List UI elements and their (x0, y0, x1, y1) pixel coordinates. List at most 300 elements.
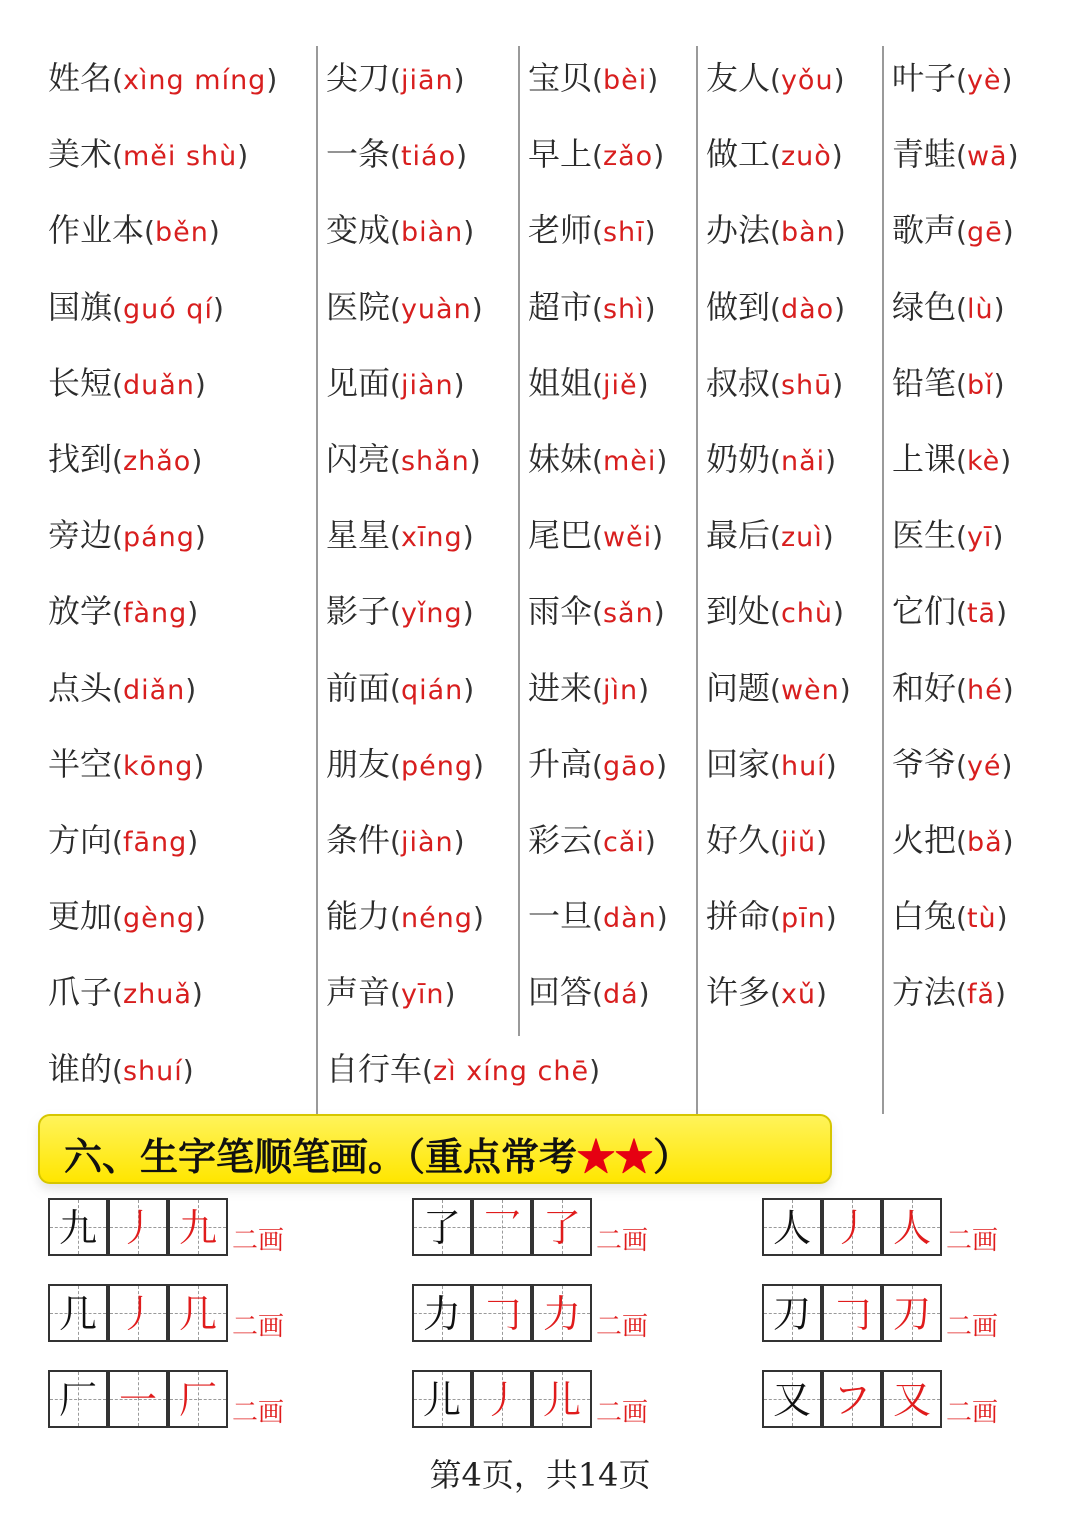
stroke-step-box (532, 1198, 592, 1256)
paren-close: ) (194, 901, 206, 935)
paren-open: ( (112, 901, 123, 935)
character-box (412, 1370, 472, 1428)
vocab-word: 作业本 (48, 211, 145, 250)
vocab-word: 进来 (528, 668, 593, 707)
vocab-pinyin: mèi (602, 446, 657, 477)
paren-close: ) (194, 520, 206, 554)
paren-close: ) (453, 825, 465, 858)
character: 了 (422, 1206, 461, 1250)
column-divider (882, 46, 884, 1114)
vocab-pinyin: zhǎo (122, 446, 192, 477)
paren-close: ) (996, 901, 1008, 935)
vocab-pinyin: lù (966, 293, 994, 325)
vocab-word: 宝贝 (528, 59, 593, 97)
stroke-step: 丿 (118, 1292, 157, 1336)
paren-open: ( (770, 672, 781, 706)
vocab-pinyin: wā (966, 141, 1008, 173)
paren-close: ) (833, 63, 845, 96)
page-footer: 第4页，共14页 (429, 1456, 651, 1494)
paren-open: ( (770, 215, 781, 249)
vocab-pinyin: dào (780, 293, 835, 325)
paren-close: ) (644, 215, 656, 249)
vocab-pinyin: zhuǎ (122, 979, 192, 1011)
character-box (48, 1284, 108, 1342)
paren-open: ( (770, 444, 781, 477)
paren-open: ( (592, 139, 603, 173)
stroke-step-box (822, 1198, 882, 1256)
stroke-step-box (882, 1284, 942, 1342)
vocab-entry (706, 515, 834, 558)
paren-close: ) (187, 825, 199, 858)
paren-open: ( (112, 672, 123, 706)
vocab-pinyin: tù (966, 903, 997, 935)
paren-open: ( (112, 444, 123, 477)
vocab-word: 见面 (326, 363, 391, 402)
paren-close: ) (462, 520, 474, 554)
importance-stars: ★★ (577, 1134, 654, 1179)
vocab-word: 更加 (48, 897, 113, 936)
vocab-entry (326, 58, 465, 101)
paren-open: ( (112, 1053, 123, 1087)
vocab-pinyin: xīng (400, 522, 463, 554)
vocab-entry (528, 515, 663, 558)
vocab-word: 白兔 (892, 897, 957, 936)
stroke-count: 二画 (596, 1312, 649, 1342)
vocab-pinyin: guó qí (122, 293, 213, 325)
vocab-word: 一旦 (528, 897, 593, 936)
vocab-word: 早上 (528, 135, 593, 174)
vocab-word: 奶奶 (706, 440, 771, 478)
vocab-word: 上课 (892, 440, 957, 478)
paren-close: ) (816, 825, 828, 858)
paren-open: ( (390, 63, 401, 96)
vocab-pinyin: zuò (780, 141, 832, 173)
vocab-pinyin: shī (602, 217, 645, 249)
paren-close: ) (644, 291, 656, 325)
vocab-pinyin: shuí (122, 1055, 183, 1087)
vocab-word: 半空 (48, 744, 113, 783)
vocab-entry (326, 820, 465, 863)
vocab-pinyin: xìng míng (122, 65, 267, 96)
paren-close: ) (638, 977, 650, 1011)
paren-open: ( (956, 520, 967, 554)
paren-close: ) (992, 520, 1004, 554)
vocab-word: 好久 (706, 821, 771, 859)
vocab-entry (326, 287, 483, 330)
paren-close: ) (637, 367, 649, 401)
stroke-step: フ (832, 1378, 871, 1422)
stroke-count: 二画 (946, 1398, 999, 1428)
column-divider (696, 46, 698, 1114)
paren-close: ) (1001, 748, 1013, 782)
paren-close: ) (212, 291, 224, 325)
vocab-word: 方向 (48, 821, 113, 859)
stroke-step-box (882, 1198, 942, 1256)
vocab-pinyin: zì xíng chē (432, 1055, 590, 1087)
stroke-step: 又 (892, 1378, 931, 1422)
paren-close: ) (644, 825, 656, 858)
vocab-word: 自行车 (326, 1049, 423, 1088)
paren-open: ( (592, 444, 603, 477)
paren-open: ( (770, 596, 781, 630)
vocab-pinyin: yè (966, 65, 1002, 96)
vocab-entry (326, 210, 474, 253)
vocab-word: 前面 (326, 668, 391, 707)
vocab-word: 叶子 (892, 59, 957, 97)
vocab-pinyin: xǔ (780, 979, 817, 1011)
stroke-step-box (472, 1198, 532, 1256)
paren-close: ) (656, 748, 668, 782)
vocab-word: 拼命 (706, 897, 771, 936)
paren-open: ( (592, 596, 603, 630)
vocab-pinyin: páng (122, 522, 195, 554)
vocab-word: 最后 (706, 516, 771, 555)
column-divider (518, 46, 520, 1036)
paren-close: ) (208, 215, 220, 249)
vocab-word: 许多 (706, 973, 771, 1012)
vocab-word: 友人 (706, 59, 771, 97)
vocab-word: 爷爷 (892, 744, 957, 783)
character-box (412, 1198, 472, 1256)
section-title: 六、生字笔顺笔画。（重点常考★★） (64, 1134, 692, 1179)
vocab-entry (528, 58, 658, 101)
vocab-word: 方法 (892, 973, 957, 1012)
vocab-entry (892, 591, 1007, 634)
paren-open: ( (770, 63, 781, 96)
vocab-entry (892, 439, 1011, 482)
vocab-word: 叔叔 (706, 363, 771, 402)
vocab-entry (892, 668, 1014, 711)
paren-open: ( (956, 825, 967, 858)
paren-close: ) (647, 63, 659, 96)
vocab-word: 姐姐 (528, 363, 593, 402)
paren-open: ( (422, 1053, 433, 1087)
vocab-entry (48, 744, 204, 787)
paren-open: ( (390, 901, 401, 935)
paren-close: ) (194, 367, 206, 401)
stroke-step: 儿 (542, 1378, 581, 1422)
vocab-entry (706, 972, 827, 1015)
paren-close: ) (833, 596, 844, 630)
vocab-pinyin: wèn (780, 674, 840, 706)
vocab-pinyin: fāng (122, 827, 188, 858)
character: 儿 (422, 1378, 461, 1422)
vocab-entry (892, 896, 1008, 939)
vocab-pinyin: gèng (122, 903, 195, 935)
stroke-step: 厂 (178, 1378, 217, 1422)
stroke-step: 人 (892, 1206, 931, 1250)
paren-close: ) (237, 139, 249, 173)
paren-open: ( (390, 139, 401, 173)
stroke-count: 二画 (946, 1226, 999, 1256)
vocab-pinyin: dá (602, 979, 639, 1011)
paren-open: ( (390, 977, 401, 1011)
vocab-word: 它们 (892, 592, 957, 631)
paren-open: ( (592, 215, 603, 249)
vocab-word: 影子 (326, 592, 391, 631)
vocab-entry (326, 134, 467, 177)
vocab-pinyin: shǎn (400, 446, 470, 477)
stroke-step: 了 (542, 1206, 581, 1250)
paren-open: ( (956, 367, 967, 401)
vocab-word: 回家 (706, 744, 771, 783)
stroke-step-box (108, 1284, 168, 1342)
vocab-word: 旁边 (48, 516, 113, 555)
paren-close: ) (832, 367, 844, 401)
paren-close: ) (193, 748, 205, 782)
vocab-word: 条件 (326, 821, 391, 859)
vocab-entry (706, 134, 843, 177)
vocab-entry (326, 972, 455, 1015)
stroke-step-box (108, 1370, 168, 1428)
paren-close: ) (469, 444, 481, 477)
vocab-entry (326, 1049, 600, 1092)
vocab-pinyin: zǎo (602, 141, 654, 173)
vocab-pinyin: jìn (602, 674, 639, 706)
vocab-word: 办法 (706, 211, 771, 250)
stroke-step-box (472, 1370, 532, 1428)
vocab-pinyin: yīn (400, 979, 445, 1011)
stroke-count: 二画 (232, 1226, 285, 1256)
vocab-pinyin: wěi (602, 522, 653, 554)
vocab-pinyin: huí (780, 750, 826, 782)
paren-close: ) (822, 520, 834, 554)
vocab-word: 尖刀 (326, 59, 391, 97)
stroke-count: 二画 (232, 1398, 285, 1428)
paren-close: ) (1001, 63, 1013, 96)
paren-open: ( (390, 291, 401, 325)
paren-open: ( (390, 367, 401, 401)
vocab-word: 长短 (48, 363, 113, 402)
vocab-entry (706, 668, 851, 711)
paren-open: ( (592, 367, 603, 401)
vocab-pinyin: yī (966, 522, 993, 554)
paren-open: ( (770, 977, 781, 1011)
vocab-word: 妹妹 (528, 440, 593, 478)
paren-open: ( (956, 215, 967, 249)
vocab-entry (326, 515, 474, 558)
vocab-word: 到处 (706, 592, 771, 631)
paren-open: ( (390, 215, 401, 249)
character: 又 (772, 1378, 811, 1422)
paren-close: ) (1002, 825, 1014, 858)
vocab-word: 问题 (706, 668, 771, 707)
character-box (412, 1284, 472, 1342)
vocab-word: 做到 (706, 287, 771, 326)
vocab-pinyin: diǎn (122, 674, 186, 706)
character: 九 (58, 1206, 97, 1250)
paren-close: ) (471, 291, 483, 325)
paren-open: ( (956, 291, 967, 325)
paren-open: ( (956, 63, 967, 96)
vocab-entry (48, 363, 206, 406)
paren-open: ( (770, 367, 781, 401)
vocab-entry (892, 134, 1019, 177)
section-header (38, 1114, 832, 1184)
vocab-pinyin: bǎ (966, 827, 1003, 858)
paren-close: ) (589, 1053, 601, 1087)
vocab-pinyin: bèi (602, 65, 648, 96)
vocab-entry (892, 515, 1003, 558)
paren-open: ( (770, 748, 781, 782)
vocab-pinyin: yé (966, 750, 1002, 782)
vocab-pinyin: péng (400, 750, 473, 782)
vocab-word: 国旗 (48, 287, 113, 326)
paren-close: ) (1007, 139, 1019, 173)
vocab-entry (48, 820, 198, 863)
column-divider (316, 46, 318, 1114)
paren-open: ( (956, 977, 967, 1011)
vocab-entry (892, 972, 1006, 1015)
paren-close: ) (1000, 444, 1012, 477)
vocab-pinyin: tā (966, 598, 997, 630)
vocab-word: 绿色 (892, 287, 957, 326)
vocab-word: 歌声 (892, 211, 957, 250)
paren-open: ( (112, 825, 123, 858)
vocab-word: 回答 (528, 973, 593, 1012)
paren-open: ( (956, 748, 967, 782)
paren-open: ( (144, 215, 155, 249)
paren-open: ( (112, 139, 123, 173)
vocab-word: 爪子 (48, 973, 113, 1012)
vocab-pinyin: jiǔ (780, 827, 817, 858)
vocab-word: 美术 (48, 135, 113, 174)
paren-open: ( (956, 444, 967, 477)
paren-open: ( (770, 291, 781, 325)
paren-close: ) (187, 596, 199, 630)
vocab-entry (48, 134, 248, 177)
vocab-pinyin: gē (966, 217, 1003, 249)
vocab-pinyin: měi shù (122, 141, 238, 173)
paren-open: ( (390, 672, 401, 706)
vocab-entry (48, 972, 203, 1015)
vocab-entry (706, 820, 827, 863)
vocab-entry (48, 439, 202, 482)
paren-open: ( (956, 901, 967, 935)
vocab-entry (326, 896, 484, 939)
vocab-entry (706, 210, 846, 253)
paren-close: ) (182, 1053, 194, 1087)
vocab-pinyin: chù (780, 598, 834, 630)
vocab-word: 放学 (48, 592, 113, 631)
stroke-step-box (822, 1284, 882, 1342)
stroke-step-box (822, 1370, 882, 1428)
character: 几 (58, 1292, 97, 1336)
vocab-word: 雨伞 (528, 592, 593, 631)
stroke-count: 二画 (946, 1312, 999, 1342)
paren-open: ( (390, 596, 401, 630)
paren-open: ( (956, 672, 967, 706)
vocab-entry (326, 363, 465, 406)
paren-open: ( (770, 139, 781, 173)
stroke-step: 𠃌 (482, 1292, 521, 1336)
paren-close: ) (1002, 215, 1014, 249)
stroke-step-box (168, 1284, 228, 1342)
paren-close: ) (472, 748, 484, 782)
paren-close: ) (472, 901, 484, 935)
paren-close: ) (653, 139, 665, 173)
vocab-pinyin: fǎ (966, 979, 996, 1011)
vocab-entry (48, 210, 220, 253)
stroke-step: 刀 (892, 1292, 931, 1336)
character: 力 (422, 1292, 461, 1336)
vocab-word: 点头 (48, 668, 113, 707)
vocab-entry (892, 210, 1014, 253)
vocab-word: 医生 (892, 516, 957, 555)
paren-open: ( (592, 748, 603, 782)
vocab-pinyin: shū (780, 369, 833, 401)
paren-open: ( (770, 520, 781, 554)
paren-open: ( (112, 63, 123, 96)
vocab-entry (326, 668, 474, 711)
paren-close: ) (653, 596, 665, 630)
paren-open: ( (112, 596, 123, 630)
stroke-step: 乛 (482, 1206, 521, 1250)
paren-close: ) (462, 596, 474, 630)
paren-close: ) (463, 215, 475, 249)
vocab-word: 铅笔 (892, 363, 957, 402)
vocab-pinyin: běn (154, 217, 209, 249)
vocab-pinyin: dàn (602, 903, 657, 935)
vocab-pinyin: tiáo (400, 141, 457, 173)
stroke-step: 力 (542, 1292, 581, 1336)
vocab-entry (528, 972, 650, 1015)
vocab-pinyin: shì (602, 293, 645, 325)
vocab-word: 找到 (48, 440, 113, 478)
vocab-entry (48, 668, 196, 711)
stroke-count: 二画 (232, 1312, 285, 1342)
paren-open: ( (112, 367, 123, 401)
vocab-entry (892, 820, 1014, 863)
character-box (762, 1284, 822, 1342)
vocab-entry (706, 287, 845, 330)
vocab-word: 声音 (326, 973, 391, 1012)
vocab-word: 升高 (528, 744, 593, 783)
vocab-word: 姓名 (48, 59, 113, 97)
vocab-pinyin: gāo (602, 750, 657, 782)
character-box (762, 1198, 822, 1256)
stroke-step: 几 (178, 1292, 217, 1336)
vocab-pinyin: duǎn (122, 369, 195, 401)
paren-close: ) (266, 63, 278, 96)
vocab-pinyin: jiě (602, 369, 638, 401)
paren-open: ( (592, 520, 603, 554)
paren-close: ) (456, 139, 468, 173)
paren-close: ) (834, 291, 846, 325)
paren-open: ( (592, 977, 603, 1011)
vocab-word: 朋友 (326, 744, 391, 783)
vocab-pinyin: yuàn (400, 293, 472, 325)
vocab-entry (706, 744, 837, 787)
vocab-word: 闪亮 (326, 440, 391, 478)
paren-open: ( (390, 520, 401, 554)
paren-close: ) (825, 901, 837, 935)
paren-open: ( (956, 596, 967, 630)
vocab-entry (528, 439, 667, 482)
vocab-pinyin: pīn (780, 903, 826, 935)
paren-open: ( (592, 63, 603, 96)
paren-close: ) (996, 596, 1008, 630)
vocab-word: 一条 (326, 135, 391, 174)
vocab-pinyin: yǐng (400, 598, 463, 630)
character: 人 (772, 1206, 811, 1250)
paren-close: ) (1002, 672, 1014, 706)
stroke-step-box (472, 1284, 532, 1342)
paren-close: ) (825, 748, 837, 782)
vocab-entry (48, 896, 206, 939)
stroke-step-box (168, 1198, 228, 1256)
paren-close: ) (453, 63, 465, 96)
